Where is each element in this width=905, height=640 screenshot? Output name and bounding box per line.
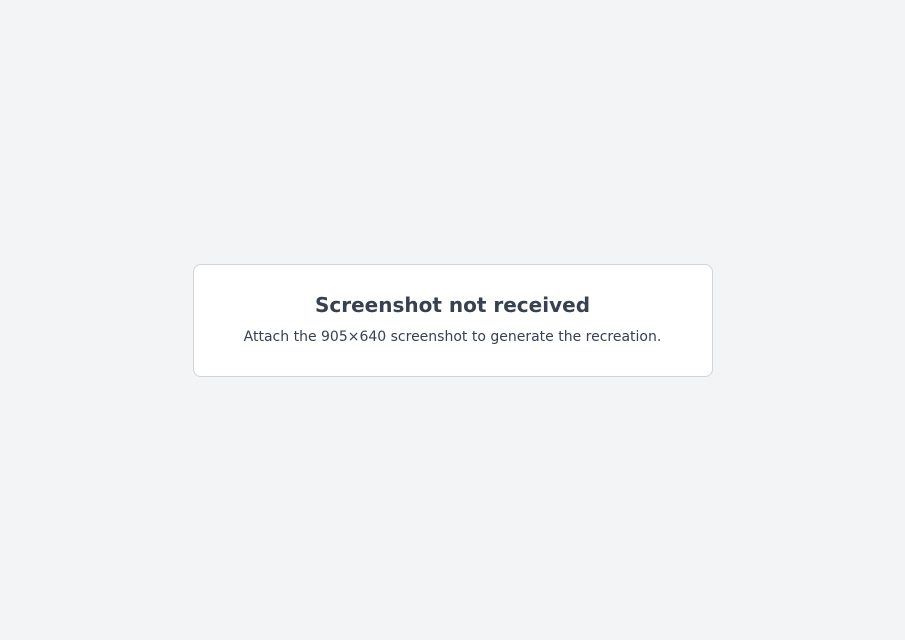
notice-message: Attach the 905×640 screenshot to generate the recreation.: [243, 328, 662, 345]
missing-image-notice: [193, 264, 713, 377]
notice-title: Screenshot not received: [314, 292, 591, 317]
